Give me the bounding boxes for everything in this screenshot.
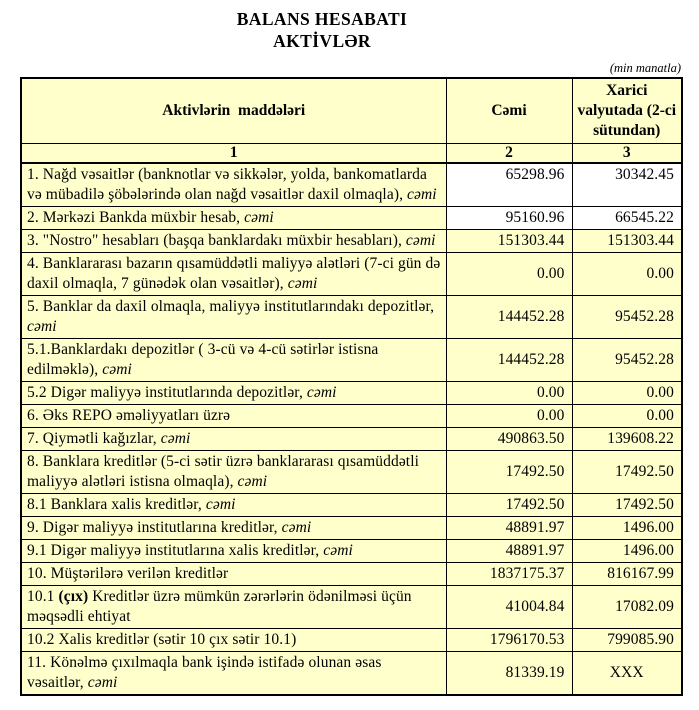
header-foreign-currency-column: Xarici valyutada (2-ci sütundan) bbox=[572, 78, 682, 144]
header-total-column: Cəmi bbox=[446, 78, 572, 144]
page-title bbox=[20, 0, 624, 52]
column-index-2: 2 bbox=[446, 144, 572, 164]
row-total-value: 1837175.37 bbox=[446, 563, 572, 586]
row-label: 8.1 Banklara xalis kreditlər, cəmi bbox=[21, 494, 446, 517]
table-row bbox=[21, 563, 682, 586]
table-row bbox=[21, 339, 682, 382]
row-total-value: 17492.50 bbox=[446, 451, 572, 494]
row-foreign-currency-value: 0.00 bbox=[572, 382, 682, 405]
table-row bbox=[21, 405, 682, 428]
row-foreign-currency-value: 17492.50 bbox=[572, 494, 682, 517]
row-total-value: 41004.84 bbox=[446, 586, 572, 629]
row-label: 3. "Nostro" hesabları (başqa banklardakı müxbir hesabları), cəmi bbox=[21, 230, 446, 253]
row-foreign-currency-value: 151303.44 bbox=[572, 230, 682, 253]
table-row bbox=[21, 586, 682, 629]
unit-note: (min manatla) bbox=[609, 61, 681, 75]
row-label: 9.1 Digər maliyyə institutlarına xalis kreditlər, cəmi bbox=[21, 540, 446, 563]
row-label: 10.1 (çıx) Kreditlər üzrə mümkün zərərlərin ödənilməsi üçün məqsədli ehtiyat bbox=[21, 586, 446, 629]
row-foreign-currency-value: 0.00 bbox=[572, 405, 682, 428]
row-total-value: 144452.28 bbox=[446, 339, 572, 382]
row-label: 10. Müştərilərə verilən kreditlər bbox=[21, 563, 446, 586]
table-row bbox=[21, 253, 682, 296]
row-foreign-currency-value: 799085.90 bbox=[572, 629, 682, 652]
row-foreign-currency-value: 30342.45 bbox=[572, 163, 682, 207]
table-row bbox=[21, 629, 682, 652]
row-total-value: 48891.97 bbox=[446, 540, 572, 563]
column-index-1: 1 bbox=[21, 144, 446, 164]
table-row bbox=[21, 230, 682, 253]
column-index-row bbox=[21, 144, 682, 164]
row-total-value: 95160.96 bbox=[446, 207, 572, 230]
header-items-column: Aktivlərin maddələri bbox=[21, 78, 446, 144]
row-label: 7. Qiymətli kağızlar, cəmi bbox=[21, 428, 446, 451]
row-label: 5. Banklar da daxil olmaqla, maliyyə institutlarındakı depozitlər, cəmi bbox=[21, 296, 446, 339]
table-row bbox=[21, 382, 682, 405]
table-row bbox=[21, 207, 682, 230]
column-index-3: 3 bbox=[572, 144, 682, 164]
table-row bbox=[21, 451, 682, 494]
table-row bbox=[21, 540, 682, 563]
table-row bbox=[21, 652, 682, 696]
table-row bbox=[21, 163, 682, 207]
row-foreign-currency-value: 139608.22 bbox=[572, 428, 682, 451]
page-title-line1: BALANS HESABATI bbox=[236, 9, 408, 29]
row-total-value: 151303.44 bbox=[446, 230, 572, 253]
row-foreign-currency-value: XXX bbox=[572, 652, 682, 696]
row-foreign-currency-value: 1496.00 bbox=[572, 540, 682, 563]
row-label: 8. Banklara kreditlər (5-ci sətir üzrə banklararası qısamüddətli maliyyə alətləri istisna olmaqla), cəmi bbox=[21, 451, 446, 494]
row-label: 5.1.Banklardakı depozitlər ( 3-cü və 4-cü sətirlər istisna edilməklə), cəmi bbox=[21, 339, 446, 382]
row-foreign-currency-value: 1496.00 bbox=[572, 517, 682, 540]
row-label: 9. Digər maliyyə institutlarına kreditlər, cəmi bbox=[21, 517, 446, 540]
row-foreign-currency-value: 95452.28 bbox=[572, 339, 682, 382]
row-foreign-currency-value: 95452.28 bbox=[572, 296, 682, 339]
row-label: 4. Banklararası bazarın qısamüddətli maliyyə alətləri (7-ci gün də daxil olmaqla, 7 günədək olan vəsaitlər), cəmi bbox=[21, 253, 446, 296]
row-foreign-currency-value: 0.00 bbox=[572, 253, 682, 296]
row-foreign-currency-value: 66545.22 bbox=[572, 207, 682, 230]
row-total-value: 17492.50 bbox=[446, 494, 572, 517]
row-foreign-currency-value: 17082.09 bbox=[572, 586, 682, 629]
row-total-value: 81339.19 bbox=[446, 652, 572, 696]
page-title-line2: AKTİVLƏR bbox=[273, 31, 371, 51]
row-total-value: 48891.97 bbox=[446, 517, 572, 540]
row-label: 1. Nağd vəsaitlər (banknotlar və sikkələr, yolda, bankomatlarda və mübadilə şöbələrində olan nağd vəsaitlər daxil olmaqla), cəmi bbox=[21, 163, 446, 207]
row-foreign-currency-value: 17492.50 bbox=[572, 451, 682, 494]
table-header-row bbox=[21, 78, 682, 144]
table-body bbox=[21, 163, 682, 695]
row-label: 5.2 Digər maliyyə institutlarında depozitlər, cəmi bbox=[21, 382, 446, 405]
row-label: 6. Əks REPO əməliyyatları üzrə bbox=[21, 405, 446, 428]
balance-table bbox=[20, 77, 683, 696]
row-total-value: 1796170.53 bbox=[446, 629, 572, 652]
row-total-value: 0.00 bbox=[446, 253, 572, 296]
row-total-value: 144452.28 bbox=[446, 296, 572, 339]
row-label: 10.2 Xalis kreditlər (sətir 10 çıx sətir 10.1) bbox=[21, 629, 446, 652]
row-total-value: 0.00 bbox=[446, 405, 572, 428]
table-row bbox=[21, 296, 682, 339]
row-total-value: 65298.96 bbox=[446, 163, 572, 207]
table-row bbox=[21, 494, 682, 517]
table-row bbox=[21, 428, 682, 451]
row-total-value: 0.00 bbox=[446, 382, 572, 405]
row-total-value: 490863.50 bbox=[446, 428, 572, 451]
row-foreign-currency-value: 816167.99 bbox=[572, 563, 682, 586]
row-label: 11. Könəlmə çıxılmaqla bank işində istifadə olunan əsas vəsaitlər, cəmi bbox=[21, 652, 446, 696]
table-row bbox=[21, 517, 682, 540]
row-label: 2. Mərkəzi Bankda müxbir hesab, cəmi bbox=[21, 207, 446, 230]
